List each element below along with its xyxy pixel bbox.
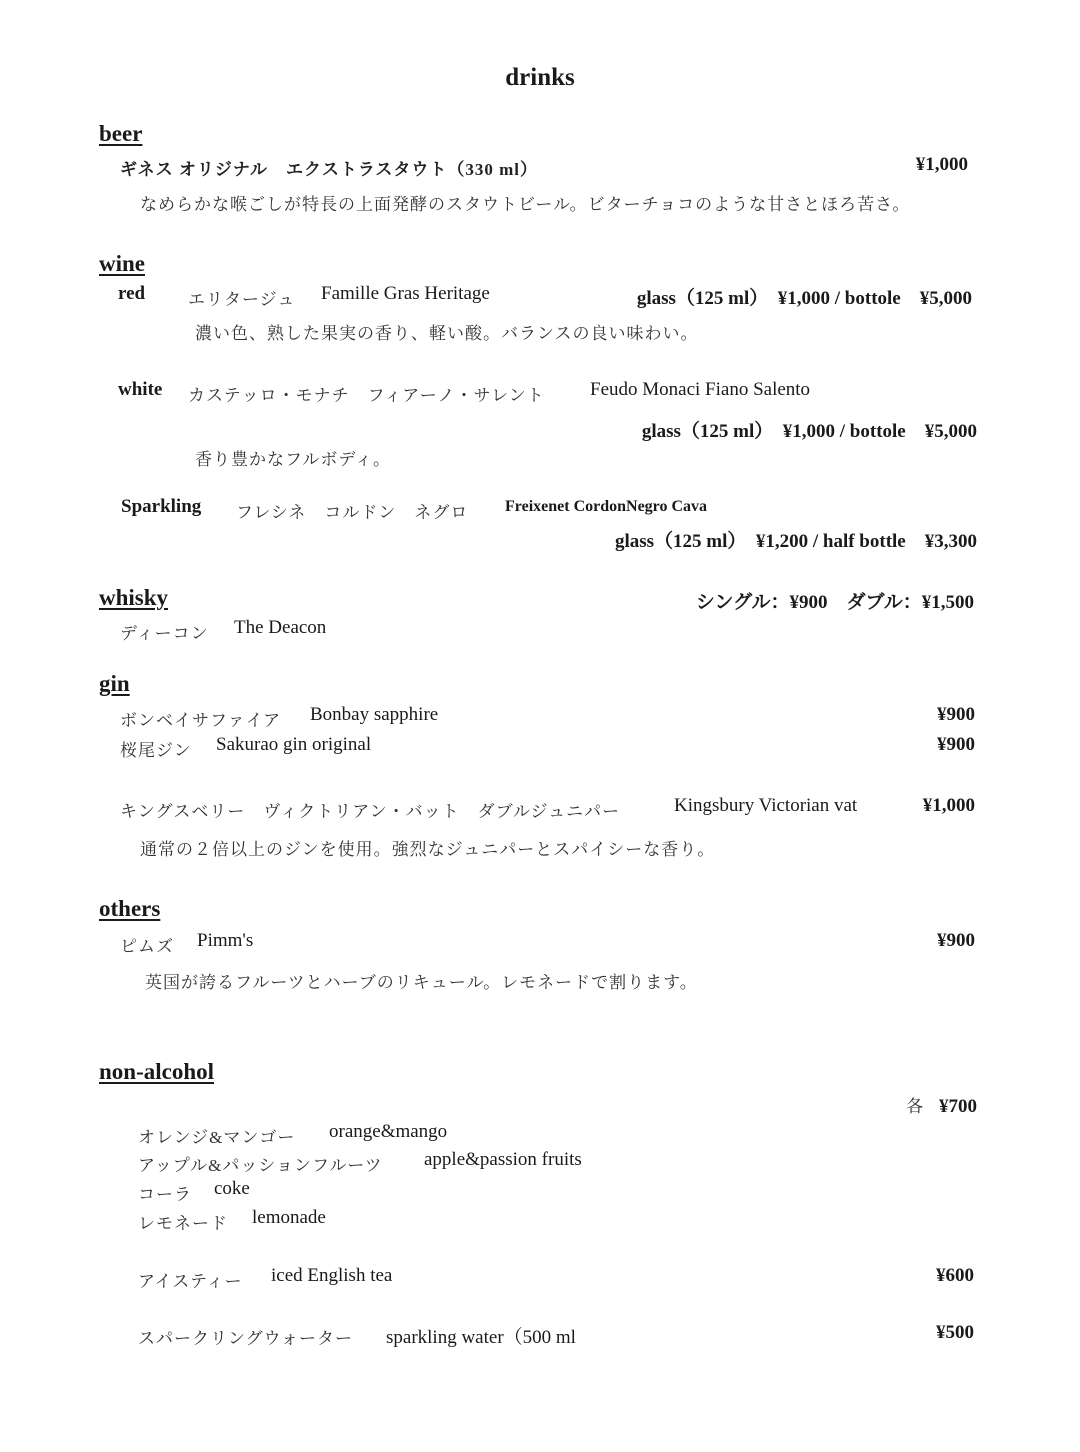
gin-item-name-en: Bonbay sapphire (310, 704, 439, 725)
wine-sparkling-price: glass（125 ml） ¥1,200 / half bottle ¥3,300 (614, 531, 977, 552)
non-alcohol-item-name-ja: オレンジ&マンゴー (138, 1128, 296, 1147)
gin-item-name-en: Sakurao gin original (216, 734, 372, 755)
wine-sparkling-label: Sparkling (121, 496, 202, 517)
wine-sparkling-name-en: Freixenet CordonNegro Cava (505, 498, 708, 515)
each-price: ¥700 (939, 1096, 977, 1117)
non-alcohol-item-name-en: coke (214, 1178, 250, 1199)
gin-item-name-ja: ボンベイサファイア (120, 711, 282, 730)
wine-white-name-en: Feudo Monaci Fiano Salento (590, 379, 811, 400)
tea-item-price: ¥600 (936, 1265, 974, 1286)
tea-item-name-en: iced English tea (271, 1265, 393, 1286)
others-item-price: ¥900 (937, 930, 975, 951)
wine-red-name-en: Famille Gras Heritage (321, 283, 490, 304)
beer-item-price: ¥1,000 (915, 154, 968, 175)
wine-white-label: white (118, 379, 163, 400)
gin-item-name-ja: キングスベリー ヴィクトリアン・バット ダブルジュニパー (120, 802, 621, 821)
whisky-name-ja: ディーコン (120, 624, 209, 643)
page-title: drinks (505, 64, 575, 91)
others-item-name-ja: ピムズ (120, 937, 174, 956)
whisky-name-en: The Deacon (234, 617, 327, 638)
gin-item-description: 通常の２倍以上のジンを使用。強烈なジュニパーとスパイシーな香り。 (140, 840, 716, 859)
beer-item-description: なめらかな喉ごしが特長の上面発酵のスタウトビール。ビターチョコのような甘さとほろ苦さ。 (140, 195, 911, 214)
water-item-price: ¥500 (936, 1322, 974, 1343)
non-alcohol-item-name-ja: コーラ (138, 1185, 192, 1204)
water-item-name-ja: スパークリングウォーター (138, 1329, 353, 1348)
section-heading-others: others (99, 896, 161, 921)
section-heading-whisky: whisky (99, 585, 169, 610)
wine-red-price: glass（125 ml） ¥1,000 / bottole ¥5,000 (636, 288, 972, 309)
non-alcohol-item-name-en: orange&mango (329, 1121, 448, 1142)
wine-red-label: red (118, 283, 146, 304)
others-item-name-en: Pimm's (197, 930, 254, 951)
wine-red-description: 濃い色、熟した果実の香り、軽い酸。バランスの良い味わい。 (195, 324, 699, 343)
section-heading-beer: beer (99, 121, 143, 146)
gin-item-name-en: Kingsbury Victorian vat (674, 795, 858, 816)
wine-sparkling-name-ja: フレシネ コルドン ネグロ (236, 503, 469, 522)
wine-white-price: glass（125 ml） ¥1,000 / bottole ¥5,000 (641, 421, 977, 442)
each-label: 各 (906, 1097, 925, 1116)
non-alcohol-item-name-en: apple&passion fruits (424, 1149, 582, 1170)
tea-item-name-ja: アイスティー (138, 1272, 243, 1291)
non-alcohol-item-name-ja: アップル&パッションフルーツ (138, 1156, 383, 1175)
beer-item-name: ギネス オリジナル エクストラスタウト（330 ml） (120, 160, 539, 179)
non-alcohol-each-price (906, 1092, 977, 1118)
non-alcohol-item-name-ja: レモネード (138, 1214, 228, 1233)
others-item-description: 英国が誇るフルーツとハーブのリキュール。レモネードで割ります。 (145, 973, 698, 992)
section-heading-gin: gin (99, 671, 130, 696)
wine-red-name-ja: エリタージュ (188, 290, 296, 309)
section-heading-wine: wine (99, 251, 145, 276)
gin-item-name-ja: 桜尾ジン (120, 741, 192, 760)
wine-white-name-ja: カステッロ・モナチ フィアーノ・サレント (188, 386, 545, 405)
water-item-name-en: sparkling water（500 ml (386, 1327, 576, 1348)
whisky-price: シングル：¥900 ダブル：¥1,500 (695, 592, 974, 613)
gin-item-price: ¥1,000 (922, 795, 975, 816)
section-heading-non-alcohol: non-alcohol (99, 1059, 215, 1084)
non-alcohol-item-name-en: lemonade (252, 1207, 326, 1228)
wine-white-description: 香り豊かなフルボディ。 (195, 450, 391, 469)
gin-item-price: ¥900 (937, 704, 975, 725)
gin-item-price: ¥900 (937, 734, 975, 755)
